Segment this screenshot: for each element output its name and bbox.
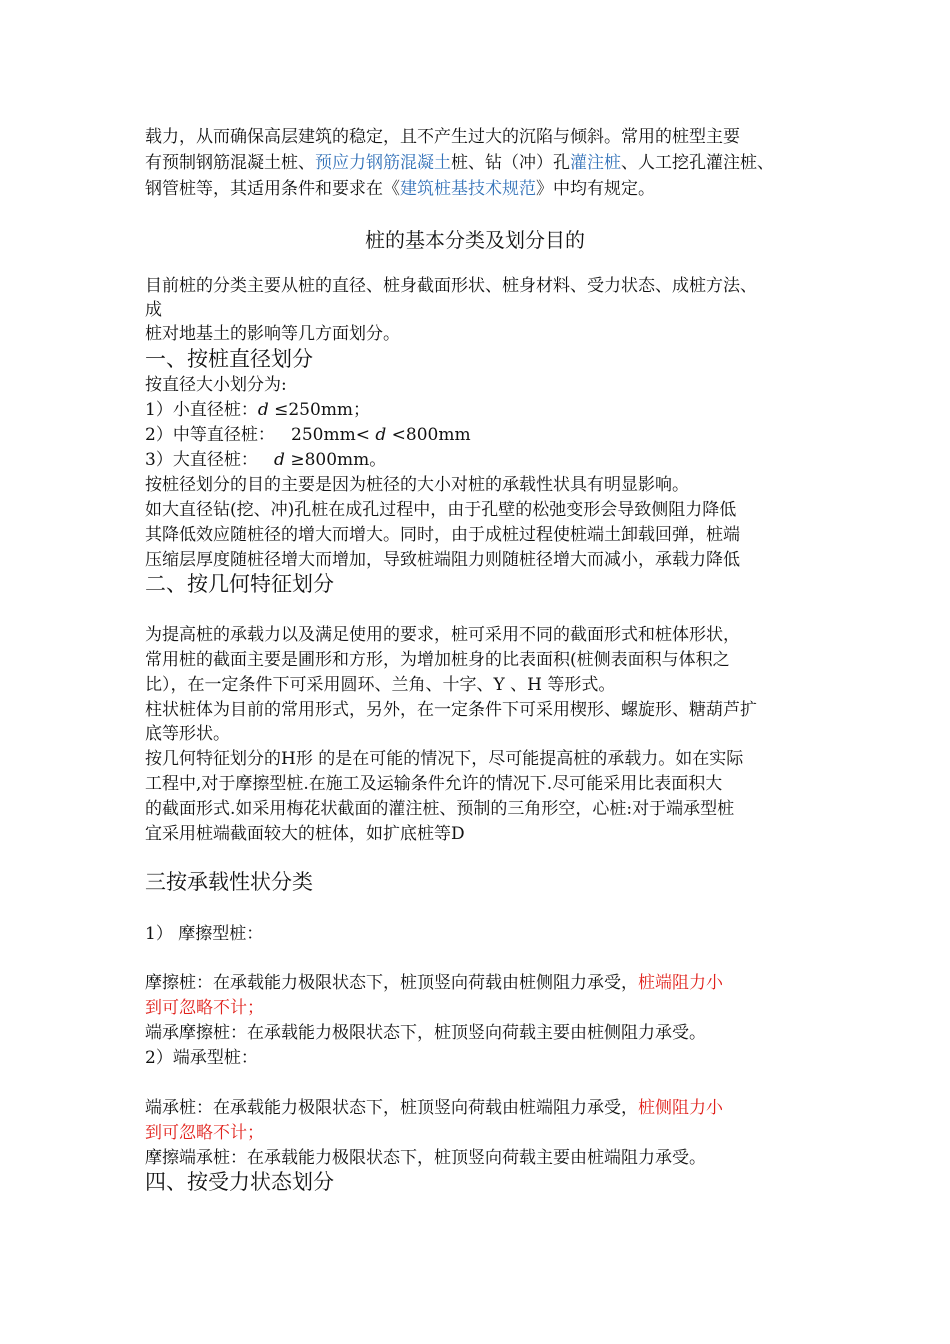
diameter-item-3 <box>145 448 386 472</box>
prestressed-concrete-link[interactable]: 预应力钢筋混凝土 <box>315 153 451 173</box>
end-bearing-def-1-cont: 到可忽略不计； <box>145 1123 264 1143</box>
section-1-para-3: 其降低效应随桩径的增大而增大。同时，由于成桩过程使桩端土卸载回弹，桩端 <box>145 525 740 545</box>
intro-text: 有预制钢筋混凝土桩、 <box>145 153 315 173</box>
item-variable: d <box>375 425 387 445</box>
item-variable: d <box>274 450 285 470</box>
overview-line-1: 目前桩的分类主要从桩的直径、桩身截面形状、桩身材料、受力状态、成桩方法、 <box>145 276 757 296</box>
section-1-para-2: 如大直径钻(挖、冲)孔桩在成孔过程中，由于孔壁的松弛变形会导致侧阻力降低 <box>145 500 737 520</box>
section-2-para-3: 比），在一定条件下可采用圆环、兰角、十字、Y 、H 等形式。 <box>145 675 616 695</box>
item-text: ≥800mm。 <box>284 450 387 470</box>
section-2-para-4: 柱状桩体为目前的常用形式，另外，在一定条件下可采用楔形、螺旋形、糖葫芦扩 <box>145 700 757 720</box>
friction-pile-subheading: 1） 摩擦型桩： <box>145 924 264 944</box>
section-3-heading: 三按承载性状分类 <box>145 870 313 894</box>
highlight-text: 桩侧阻力小 <box>638 1098 723 1118</box>
item-variable: d <box>257 400 269 420</box>
item-text: 2）中等直径桩： 250mm< <box>145 425 376 445</box>
item-text: 3）大直径桩： <box>145 450 275 470</box>
intro-text: 桩、钻（冲）孔 <box>451 153 570 173</box>
section-1-intro: 按直径大小划分为: <box>145 375 287 395</box>
intro-text: 钢管桩等，其适用条件和要求在《 <box>145 179 400 199</box>
section-2-para-1: 为提高桩的承载力以及满足使用的要求，桩可采用不同的截面形式和桩体形状， <box>145 625 740 645</box>
overview-line-2: 成 <box>145 300 162 320</box>
section-2-para-2: 常用桩的截面主要是圃形和方形，为增加桩身的比表面积(桩侧表面积与体积之 <box>145 650 730 670</box>
section-2-para-9: 宜采用桩端截面较大的桩体，如扩底桩等D <box>145 824 465 844</box>
page-title: 桩的基本分类及划分目的 <box>365 228 585 252</box>
section-1-para-1: 按桩径划分的目的主要是因为桩径的大小对桩的承载性状具有明显影响。 <box>145 475 689 495</box>
bored-pile-link[interactable]: 灌注桩 <box>570 153 621 173</box>
section-4-heading: 四、按受力状态划分 <box>145 1170 334 1194</box>
intro-line-3 <box>145 177 655 201</box>
intro-line-2 <box>145 151 774 175</box>
friction-pile-def-1 <box>145 971 723 995</box>
def-text: 摩擦桩：在承载能力极限状态下，桩顶竖向荷载由桩侧阻力承受， <box>145 973 638 993</box>
def-text: 端承桩：在承载能力极限状态下，桩顶竖向荷载由桩端阻力承受， <box>145 1098 638 1118</box>
section-1-para-4: 压缩层厚度随桩径增大而增加，导致桩端阻力则随桩径增大而减小，承载力降低 <box>145 550 740 570</box>
item-text: ≤250mm； <box>268 400 371 420</box>
pile-code-link[interactable]: 建筑桩基技术规范 <box>400 179 536 199</box>
overview-line-3: 桩对地基土的影响等几方面划分。 <box>145 324 400 344</box>
item-text: <800mm <box>386 425 471 445</box>
item-text: 1）小直径桩： <box>145 400 258 420</box>
intro-text: 、人工挖孔灌注桩、 <box>621 153 774 173</box>
end-bearing-def-1 <box>145 1096 723 1120</box>
friction-pile-def-1-cont: 到可忽略不计； <box>145 998 264 1018</box>
diameter-item-2 <box>145 423 471 447</box>
section-2-para-5: 底等形状。 <box>145 724 230 744</box>
section-2-heading: 二、按几何特征划分 <box>145 572 334 596</box>
section-2-para-6: 按几何特征划分的H形 的是在可能的情况下，尽可能提高桩的承载力。如在实际 <box>145 749 744 769</box>
end-bearing-def-2: 摩擦端承桩：在承载能力极限状态下，桩顶竖向荷载主要由桩端阻力承受。 <box>145 1148 706 1168</box>
friction-pile-def-2: 端承摩擦桩：在承载能力极限状态下，桩顶竖向荷载主要由桩侧阻力承受。 <box>145 1023 706 1043</box>
section-2-para-8: 的截面形式.如采用梅花状截面的灌注桩、预制的三角形空，心桩:对于端承型桩 <box>145 799 735 819</box>
section-1-heading: 一、按桩直径划分 <box>145 347 313 371</box>
diameter-item-1 <box>145 398 370 422</box>
highlight-text: 桩端阻力小 <box>638 973 723 993</box>
intro-text: 》中均有规定。 <box>536 179 655 199</box>
intro-line-1: 载力，从而确保高层建筑的稳定，且不产生过大的沉陷与倾斜。常用的桩型主要 <box>145 127 740 147</box>
end-bearing-subheading: 2）端承型桩： <box>145 1048 258 1068</box>
section-2-para-7: 工程中,对于摩擦型桩.在施工及运输条件允许的情况下.尽可能采用比表面积大 <box>145 774 723 794</box>
